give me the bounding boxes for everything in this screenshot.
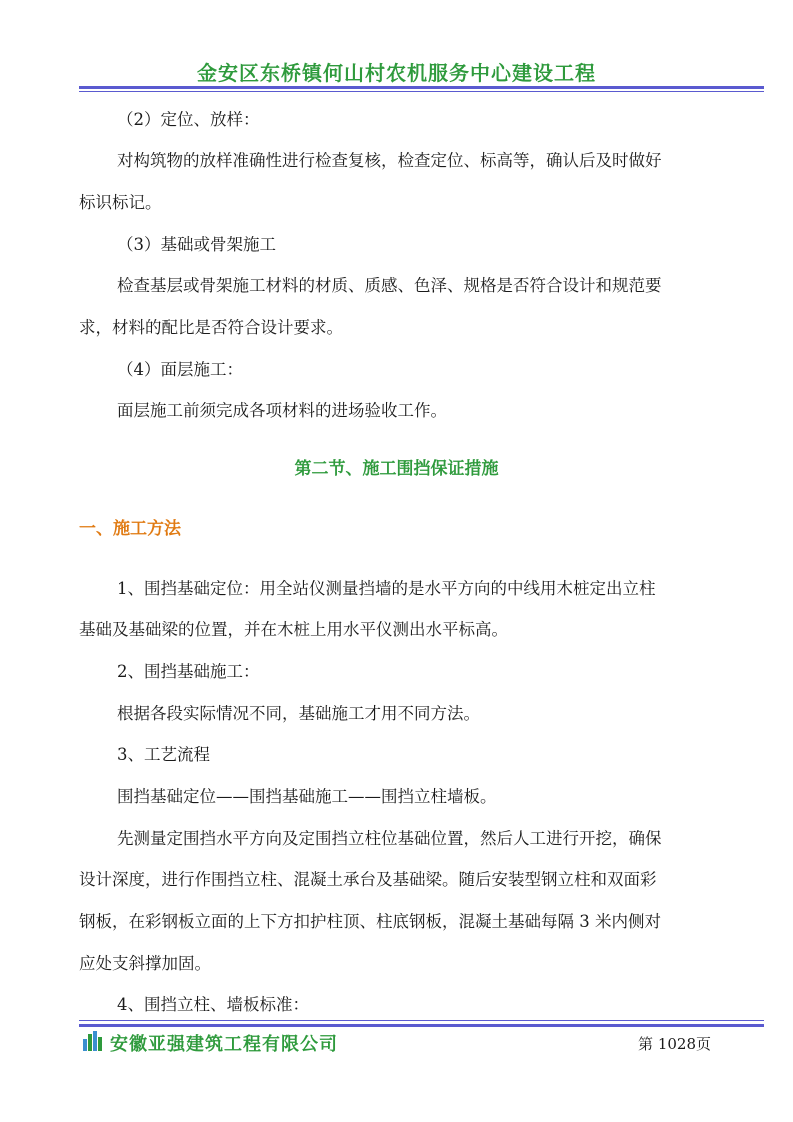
paragraph-line: 标识标记。 (79, 193, 162, 212)
header-rule-thin (79, 91, 764, 92)
footer-company-name: 安徽亚强建筑工程有限公司 (110, 1034, 338, 1055)
subsection-title: 一、施工方法 (79, 519, 181, 539)
paragraph-line: （2）定位、放样： (117, 110, 260, 129)
paragraph-line: 检查基层或骨架施工材料的材质、质感、色泽、规格是否符合设计和规范要 (117, 276, 662, 295)
paragraph-line: 对构筑物的放样准确性进行检查复核，检查定位、标高等，确认后及时做好 (117, 151, 662, 170)
building-logo-icon (82, 1031, 104, 1055)
paragraph-line: 2、围挡基础施工： (117, 662, 260, 681)
footer-rule-thin (79, 1020, 764, 1021)
paragraph-line: 1、围挡基础定位：用全站仪测量挡墙的是水平方向的中线用木桩定出立柱 (117, 579, 656, 598)
paragraph-line: 面层施工前须完成各项材料的进场验收工作。 (117, 401, 447, 420)
footer-company (82, 1030, 338, 1056)
paragraph-line: （4）面层施工： (117, 360, 243, 379)
paragraph-line: （3）基础或骨架施工 (117, 235, 276, 254)
paragraph-line: 钢板，在彩钢板立面的上下方扣护柱顶、柱底钢板，混凝土基础每隔 3 米内侧对 (79, 912, 661, 931)
paragraph-line: 3、工艺流程 (117, 745, 210, 764)
paragraph-line: 4、围挡立柱、墙板标准： (117, 995, 309, 1014)
header-rule-thick (79, 86, 764, 89)
footer-rule-thick (79, 1024, 764, 1027)
section-title: 第二节、施工围挡保证措施 (294, 459, 499, 479)
paragraph-line: 先测量定围挡水平方向及定围挡立柱位基础位置，然后人工进行开挖，确保 (117, 829, 662, 848)
paragraph-line: 根据各段实际情况不同，基础施工才用不同方法。 (117, 704, 480, 723)
paragraph-line: 求，材料的配比是否符合设计要求。 (79, 318, 343, 337)
document-header-title: 金安区东桥镇何山村农机服务中心建设工程 (197, 61, 596, 85)
paragraph-line: 设计深度，进行作围挡立柱、混凝土承台及基础梁。随后安装型钢立柱和双面彩 (79, 870, 657, 889)
paragraph-line: 基础及基础梁的位置，并在木桩上用水平仪测出水平标高。 (79, 620, 508, 639)
paragraph-line: 应处支斜撑加固。 (79, 954, 211, 973)
paragraph-line: 围挡基础定位——围挡基础施工——围挡立柱墙板。 (117, 787, 497, 806)
page-number: 第 1028页 (638, 1035, 711, 1053)
